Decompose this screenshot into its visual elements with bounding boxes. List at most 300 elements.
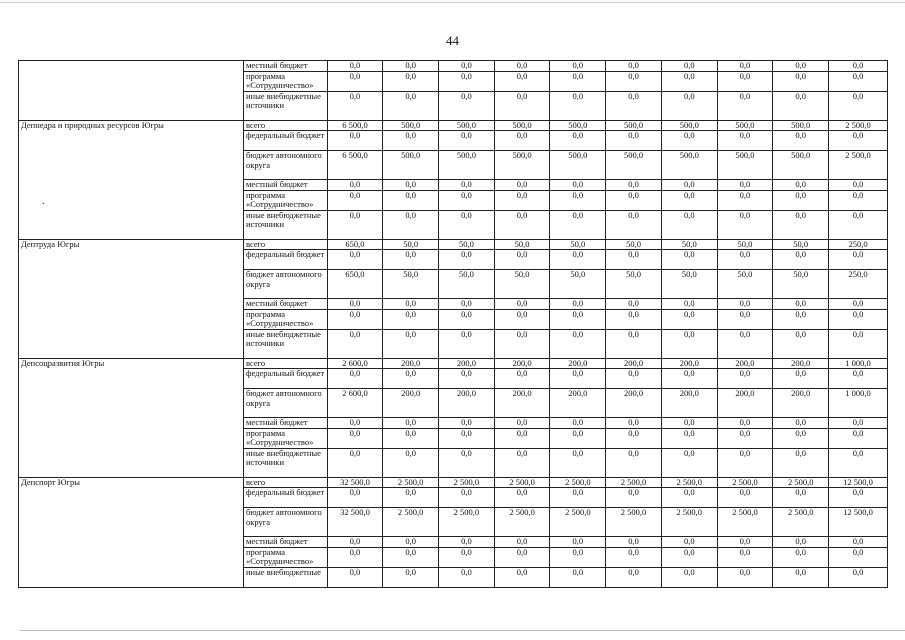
value-cell: 0,0: [550, 488, 606, 508]
value-cell: 2 600,0: [327, 389, 383, 418]
value-cell: 0,0: [717, 91, 773, 120]
page-number: 44: [446, 33, 459, 48]
value-cell: 0,0: [550, 71, 606, 91]
value-cell: 500,0: [661, 120, 717, 131]
value-cell: 0,0: [494, 131, 550, 151]
value-cell: 2 500,0: [550, 508, 606, 537]
value-cell: 0,0: [383, 448, 439, 477]
value-cell: 0,0: [661, 418, 717, 429]
value-cell: 0,0: [383, 567, 439, 587]
value-cell: 0,0: [327, 131, 383, 151]
value-cell: 50,0: [606, 239, 662, 250]
value-cell: 500,0: [717, 151, 773, 180]
value-cell: 0,0: [439, 210, 495, 239]
value-cell: 0,0: [717, 488, 773, 508]
value-cell: 2 500,0: [439, 508, 495, 537]
value-cell: 2 500,0: [773, 508, 829, 537]
value-cell: 0,0: [773, 71, 829, 91]
value-cell: 0,0: [829, 567, 888, 587]
value-cell: 500,0: [606, 120, 662, 131]
value-cell: 6 500,0: [327, 120, 383, 131]
value-cell: 0,0: [494, 250, 550, 270]
source-cell: федеральный бюджет: [243, 250, 327, 270]
value-cell: 0,0: [494, 71, 550, 91]
value-cell: 0,0: [773, 567, 829, 587]
source-cell: местный бюджет: [243, 537, 327, 548]
value-cell: 0,0: [661, 91, 717, 120]
value-cell: 0,0: [606, 71, 662, 91]
value-cell: 0,0: [494, 309, 550, 329]
value-cell: 0,0: [494, 91, 550, 120]
budget-table: [18, 60, 888, 588]
source-cell: программа «Сотрудничество»: [243, 309, 327, 329]
value-cell: 0,0: [494, 180, 550, 191]
value-cell: 0,0: [606, 131, 662, 151]
value-cell: 0,0: [327, 61, 383, 72]
source-cell: местный бюджет: [243, 180, 327, 191]
value-cell: 0,0: [383, 428, 439, 448]
value-cell: 200,0: [550, 389, 606, 418]
value-cell: 650,0: [327, 270, 383, 299]
value-cell: 0,0: [494, 567, 550, 587]
value-cell: 0,0: [550, 567, 606, 587]
value-cell: 0,0: [829, 428, 888, 448]
value-cell: 0,0: [773, 329, 829, 358]
value-cell: 200,0: [773, 389, 829, 418]
value-cell: 2 500,0: [606, 477, 662, 488]
value-cell: 0,0: [773, 547, 829, 567]
value-cell: 2 500,0: [383, 508, 439, 537]
value-cell: 0,0: [494, 537, 550, 548]
value-cell: 0,0: [439, 180, 495, 191]
value-cell: 0,0: [661, 61, 717, 72]
value-cell: 0,0: [606, 537, 662, 548]
value-cell: 0,0: [773, 309, 829, 329]
value-cell: 0,0: [829, 210, 888, 239]
value-cell: 200,0: [661, 389, 717, 418]
value-cell: 0,0: [773, 61, 829, 72]
value-cell: 0,0: [550, 190, 606, 210]
value-cell: 500,0: [383, 151, 439, 180]
value-cell: 0,0: [327, 91, 383, 120]
source-cell: всего: [243, 239, 327, 250]
value-cell: 50,0: [550, 270, 606, 299]
value-cell: 0,0: [439, 131, 495, 151]
value-cell: 0,0: [773, 537, 829, 548]
value-cell: 0,0: [327, 369, 383, 389]
value-cell: 0,0: [383, 488, 439, 508]
value-cell: 0,0: [439, 428, 495, 448]
value-cell: 0,0: [439, 567, 495, 587]
value-cell: 0,0: [383, 61, 439, 72]
source-cell: федеральный бюджет: [243, 369, 327, 389]
value-cell: 200,0: [661, 358, 717, 369]
value-cell: 0,0: [550, 91, 606, 120]
value-cell: 50,0: [439, 270, 495, 299]
value-cell: 0,0: [773, 190, 829, 210]
value-cell: 500,0: [439, 151, 495, 180]
value-cell: 500,0: [773, 120, 829, 131]
source-cell: бюджет автономного округа: [243, 151, 327, 180]
source-cell: всего: [243, 120, 327, 131]
value-cell: 12 500,0: [829, 477, 888, 488]
value-cell: 0,0: [661, 537, 717, 548]
table-row: [19, 477, 888, 488]
value-cell: 0,0: [829, 547, 888, 567]
value-cell: 500,0: [383, 120, 439, 131]
value-cell: 2 500,0: [829, 120, 888, 131]
value-cell: 500,0: [439, 120, 495, 131]
value-cell: 0,0: [717, 567, 773, 587]
value-cell: 50,0: [494, 270, 550, 299]
org-cell: [19, 61, 244, 121]
value-cell: 50,0: [439, 239, 495, 250]
value-cell: 2 500,0: [829, 151, 888, 180]
org-cell: Депнедра и природных ресурсов Югры: [19, 120, 244, 239]
value-cell: 0,0: [550, 369, 606, 389]
value-cell: 200,0: [383, 358, 439, 369]
value-cell: 1 000,0: [829, 358, 888, 369]
org-cell: Депсоцразвития Югры: [19, 358, 244, 477]
value-cell: 0,0: [829, 299, 888, 310]
value-cell: 0,0: [661, 180, 717, 191]
value-cell: 0,0: [829, 448, 888, 477]
value-cell: 0,0: [606, 418, 662, 429]
value-cell: 0,0: [661, 131, 717, 151]
value-cell: 50,0: [773, 270, 829, 299]
value-cell: 0,0: [494, 61, 550, 72]
value-cell: 650,0: [327, 239, 383, 250]
value-cell: 50,0: [494, 239, 550, 250]
value-cell: 0,0: [439, 537, 495, 548]
value-cell: 0,0: [439, 250, 495, 270]
value-cell: 0,0: [773, 180, 829, 191]
value-cell: 0,0: [717, 309, 773, 329]
value-cell: 0,0: [494, 428, 550, 448]
source-cell: всего: [243, 477, 327, 488]
value-cell: 0,0: [383, 180, 439, 191]
value-cell: 0,0: [383, 299, 439, 310]
value-cell: 0,0: [773, 428, 829, 448]
value-cell: 500,0: [717, 120, 773, 131]
value-cell: 0,0: [439, 418, 495, 429]
source-cell: иные внебюджетные источники: [243, 329, 327, 358]
value-cell: 0,0: [327, 329, 383, 358]
value-cell: 6 500,0: [327, 151, 383, 180]
value-cell: 0,0: [383, 369, 439, 389]
value-cell: 0,0: [717, 329, 773, 358]
value-cell: 0,0: [439, 448, 495, 477]
value-cell: 0,0: [717, 61, 773, 72]
value-cell: 0,0: [661, 210, 717, 239]
value-cell: 2 500,0: [717, 477, 773, 488]
source-cell: местный бюджет: [243, 299, 327, 310]
value-cell: 0,0: [606, 369, 662, 389]
value-cell: 0,0: [717, 131, 773, 151]
value-cell: 0,0: [550, 329, 606, 358]
value-cell: 0,0: [327, 299, 383, 310]
source-cell: иные внебюджетные источники: [243, 448, 327, 477]
value-cell: 0,0: [661, 71, 717, 91]
source-cell: федеральный бюджет: [243, 488, 327, 508]
value-cell: 0,0: [606, 329, 662, 358]
source-cell: местный бюджет: [243, 61, 327, 72]
value-cell: 0,0: [327, 418, 383, 429]
value-cell: 0,0: [494, 488, 550, 508]
value-cell: 0,0: [829, 180, 888, 191]
value-cell: 500,0: [606, 151, 662, 180]
value-cell: 200,0: [606, 358, 662, 369]
value-cell: 32 500,0: [327, 508, 383, 537]
org-cell: Дептруда Югры: [19, 239, 244, 358]
value-cell: 0,0: [661, 567, 717, 587]
value-cell: 0,0: [661, 488, 717, 508]
source-cell: местный бюджет: [243, 418, 327, 429]
value-cell: 0,0: [383, 250, 439, 270]
value-cell: 0,0: [829, 537, 888, 548]
value-cell: 0,0: [717, 250, 773, 270]
value-cell: 0,0: [383, 547, 439, 567]
value-cell: 0,0: [439, 369, 495, 389]
value-cell: 0,0: [327, 250, 383, 270]
value-cell: 0,0: [327, 567, 383, 587]
value-cell: 0,0: [439, 329, 495, 358]
value-cell: 0,0: [717, 210, 773, 239]
value-cell: 0,0: [606, 250, 662, 270]
value-cell: 200,0: [439, 358, 495, 369]
value-cell: 0,0: [717, 418, 773, 429]
value-cell: 500,0: [494, 151, 550, 180]
value-cell: 32 500,0: [327, 477, 383, 488]
value-cell: 200,0: [717, 389, 773, 418]
value-cell: 50,0: [606, 270, 662, 299]
value-cell: 0,0: [327, 309, 383, 329]
value-cell: 0,0: [494, 547, 550, 567]
value-cell: 0,0: [661, 190, 717, 210]
value-cell: 0,0: [773, 448, 829, 477]
value-cell: 0,0: [606, 567, 662, 587]
value-cell: 0,0: [383, 210, 439, 239]
value-cell: 2 500,0: [661, 477, 717, 488]
value-cell: 0,0: [661, 329, 717, 358]
value-cell: 0,0: [383, 190, 439, 210]
value-cell: 2 500,0: [773, 477, 829, 488]
value-cell: 50,0: [550, 239, 606, 250]
source-cell: бюджет автономного округа: [243, 508, 327, 537]
value-cell: 0,0: [550, 299, 606, 310]
value-cell: 0,0: [550, 428, 606, 448]
value-cell: 2 500,0: [550, 477, 606, 488]
value-cell: 200,0: [717, 358, 773, 369]
stray-mark: .: [42, 196, 45, 207]
value-cell: 0,0: [773, 488, 829, 508]
source-cell: программа «Сотрудничество»: [243, 190, 327, 210]
source-cell: программа «Сотрудничество»: [243, 547, 327, 567]
value-cell: 0,0: [773, 299, 829, 310]
value-cell: 0,0: [494, 369, 550, 389]
value-cell: 0,0: [829, 369, 888, 389]
value-cell: 500,0: [494, 120, 550, 131]
value-cell: 0,0: [383, 91, 439, 120]
value-cell: 0,0: [383, 71, 439, 91]
value-cell: 2 500,0: [494, 477, 550, 488]
value-cell: 0,0: [773, 210, 829, 239]
source-cell: федеральный бюджет: [243, 131, 327, 151]
value-cell: 50,0: [383, 270, 439, 299]
value-cell: 0,0: [550, 547, 606, 567]
value-cell: 0,0: [550, 131, 606, 151]
value-cell: 0,0: [717, 448, 773, 477]
value-cell: 500,0: [550, 120, 606, 131]
value-cell: 0,0: [550, 537, 606, 548]
value-cell: 0,0: [829, 61, 888, 72]
value-cell: 0,0: [550, 61, 606, 72]
value-cell: 50,0: [717, 270, 773, 299]
value-cell: 50,0: [661, 270, 717, 299]
value-cell: 0,0: [829, 488, 888, 508]
value-cell: 0,0: [439, 299, 495, 310]
value-cell: 0,0: [606, 428, 662, 448]
value-cell: 0,0: [717, 299, 773, 310]
value-cell: 0,0: [829, 329, 888, 358]
value-cell: 12 500,0: [829, 508, 888, 537]
value-cell: 0,0: [829, 250, 888, 270]
value-cell: 0,0: [717, 428, 773, 448]
value-cell: 500,0: [550, 151, 606, 180]
org-cell: Депспорт Югры: [19, 477, 244, 587]
value-cell: 0,0: [717, 537, 773, 548]
value-cell: 0,0: [494, 299, 550, 310]
value-cell: 0,0: [327, 428, 383, 448]
value-cell: 0,0: [327, 190, 383, 210]
value-cell: 0,0: [327, 488, 383, 508]
value-cell: 0,0: [773, 131, 829, 151]
scan-bottom-edge: [20, 630, 905, 631]
value-cell: 2 500,0: [661, 508, 717, 537]
value-cell: 0,0: [494, 329, 550, 358]
value-cell: 2 500,0: [717, 508, 773, 537]
value-cell: 0,0: [327, 210, 383, 239]
value-cell: 250,0: [829, 270, 888, 299]
value-cell: 0,0: [606, 299, 662, 310]
value-cell: 0,0: [550, 418, 606, 429]
value-cell: 0,0: [829, 131, 888, 151]
value-cell: 0,0: [661, 448, 717, 477]
value-cell: 0,0: [327, 71, 383, 91]
value-cell: 200,0: [773, 358, 829, 369]
value-cell: 0,0: [717, 547, 773, 567]
value-cell: 0,0: [439, 190, 495, 210]
source-cell: иные внебюджетные источники: [243, 91, 327, 120]
value-cell: 0,0: [773, 91, 829, 120]
value-cell: 50,0: [383, 239, 439, 250]
value-cell: 0,0: [383, 131, 439, 151]
value-cell: 0,0: [661, 299, 717, 310]
value-cell: 0,0: [606, 488, 662, 508]
value-cell: 0,0: [829, 309, 888, 329]
value-cell: 250,0: [829, 239, 888, 250]
value-cell: 0,0: [439, 71, 495, 91]
value-cell: 0,0: [606, 448, 662, 477]
table-row: [19, 239, 888, 250]
value-cell: 50,0: [717, 239, 773, 250]
source-cell: иные внебюджетные: [243, 567, 327, 587]
source-cell: всего: [243, 358, 327, 369]
value-cell: 0,0: [606, 61, 662, 72]
value-cell: 0,0: [606, 309, 662, 329]
value-cell: 0,0: [661, 369, 717, 389]
value-cell: 2 500,0: [494, 508, 550, 537]
value-cell: 500,0: [661, 151, 717, 180]
value-cell: 0,0: [661, 309, 717, 329]
value-cell: 0,0: [550, 309, 606, 329]
source-cell: иные внебюджетные источники: [243, 210, 327, 239]
value-cell: 0,0: [661, 250, 717, 270]
scan-top-edge: [0, 2, 905, 3]
value-cell: 200,0: [383, 389, 439, 418]
value-cell: 0,0: [327, 448, 383, 477]
value-cell: 0,0: [439, 61, 495, 72]
value-cell: 200,0: [494, 358, 550, 369]
value-cell: 200,0: [550, 358, 606, 369]
value-cell: 0,0: [717, 180, 773, 191]
value-cell: 50,0: [773, 239, 829, 250]
value-cell: 0,0: [494, 448, 550, 477]
value-cell: 0,0: [829, 91, 888, 120]
value-cell: 0,0: [717, 71, 773, 91]
value-cell: 0,0: [494, 190, 550, 210]
source-cell: программа «Сотрудничество»: [243, 71, 327, 91]
value-cell: 2 500,0: [606, 508, 662, 537]
value-cell: 0,0: [327, 547, 383, 567]
value-cell: 0,0: [829, 190, 888, 210]
value-cell: 0,0: [661, 547, 717, 567]
value-cell: 0,0: [606, 91, 662, 120]
value-cell: 0,0: [383, 309, 439, 329]
value-cell: 0,0: [550, 448, 606, 477]
source-cell: бюджет автономного округа: [243, 270, 327, 299]
value-cell: 0,0: [383, 537, 439, 548]
value-cell: 0,0: [439, 547, 495, 567]
value-cell: 2 500,0: [383, 477, 439, 488]
value-cell: 0,0: [439, 488, 495, 508]
value-cell: 0,0: [606, 180, 662, 191]
value-cell: 200,0: [439, 389, 495, 418]
value-cell: 0,0: [829, 71, 888, 91]
value-cell: 0,0: [550, 210, 606, 239]
table-row: [19, 358, 888, 369]
value-cell: 0,0: [829, 418, 888, 429]
value-cell: 2 600,0: [327, 358, 383, 369]
value-cell: 500,0: [773, 151, 829, 180]
source-cell: программа «Сотрудничество»: [243, 428, 327, 448]
value-cell: 0,0: [773, 369, 829, 389]
table-row: [19, 61, 888, 72]
value-cell: 2 500,0: [439, 477, 495, 488]
table-body: [19, 61, 888, 588]
value-cell: 50,0: [661, 239, 717, 250]
value-cell: 0,0: [494, 210, 550, 239]
value-cell: 0,0: [661, 428, 717, 448]
value-cell: 0,0: [773, 418, 829, 429]
value-cell: 200,0: [494, 389, 550, 418]
value-cell: 0,0: [327, 180, 383, 191]
value-cell: 0,0: [717, 369, 773, 389]
value-cell: 1 000,0: [829, 389, 888, 418]
value-cell: 0,0: [550, 250, 606, 270]
value-cell: 0,0: [550, 180, 606, 191]
value-cell: 200,0: [606, 389, 662, 418]
